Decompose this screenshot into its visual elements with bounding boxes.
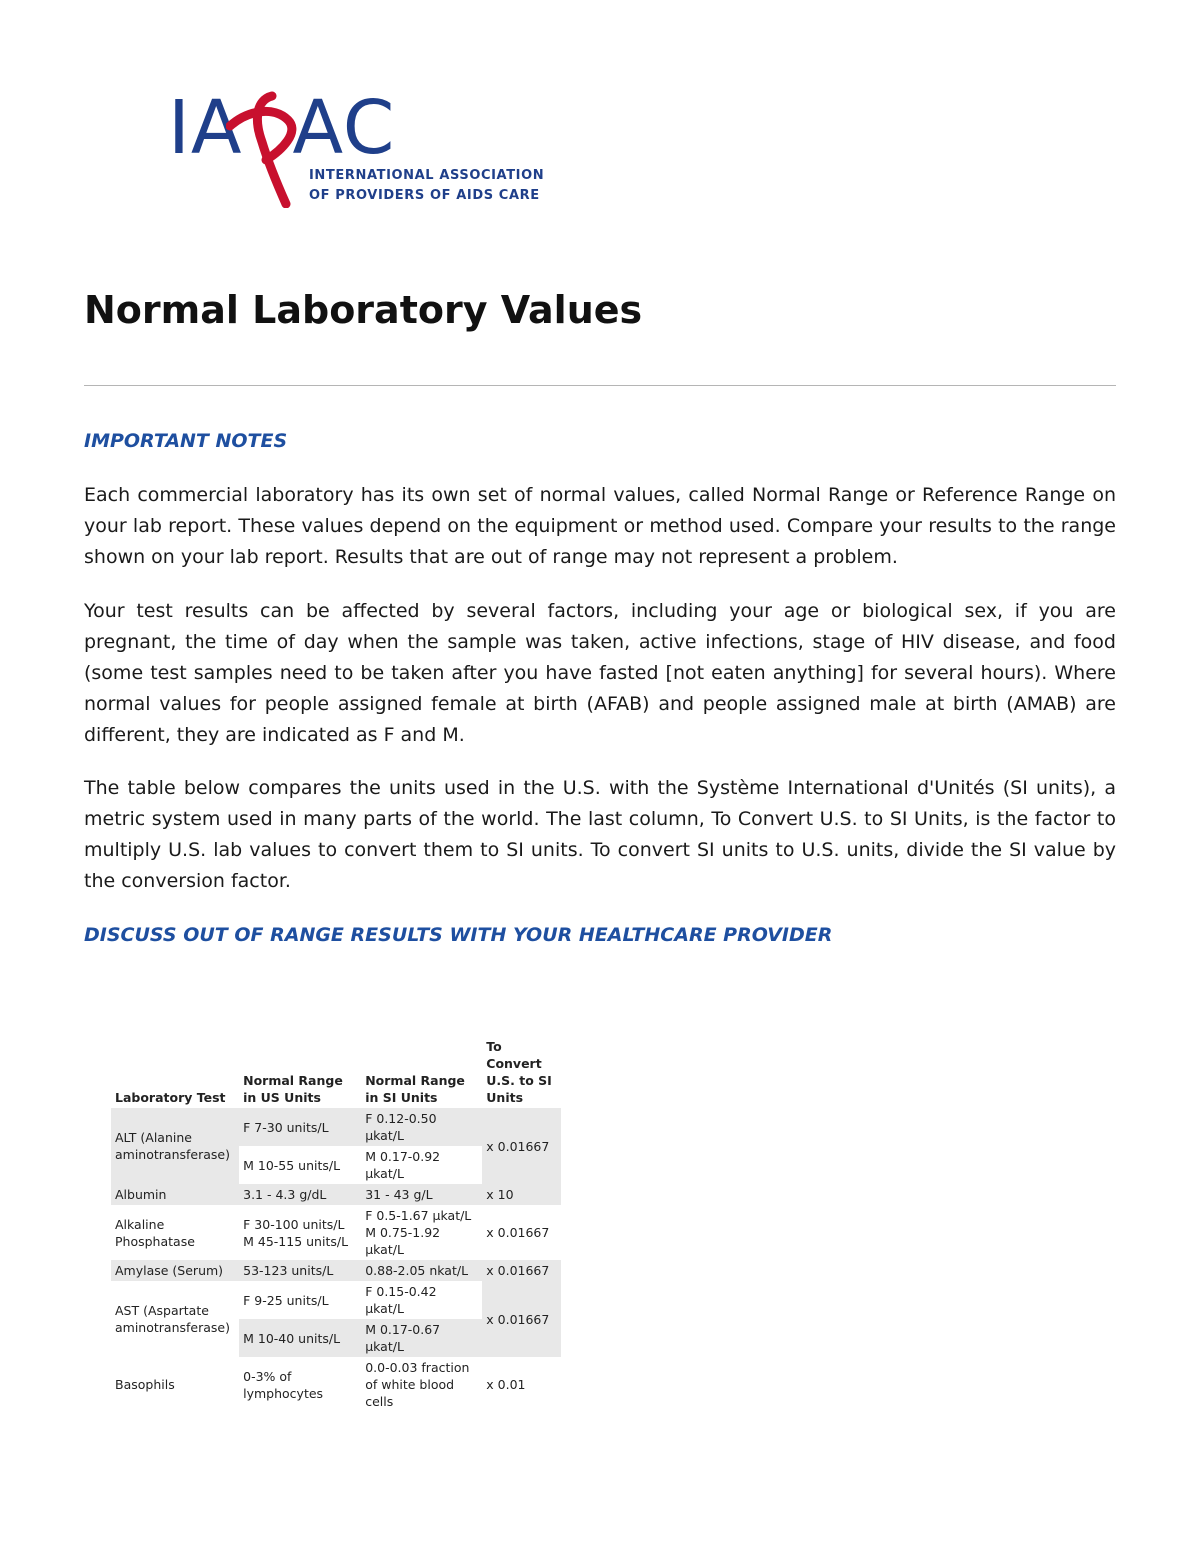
logo-subtitle-line1: INTERNATIONAL ASSOCIATION — [309, 168, 545, 183]
notes-paragraph-2: Your test results can be affected by several factors, including your age or biological sex, if you are pregnant, the time of day when the sample was taken, active infections, stage of HIV disease, and food (some test samples need to be taken after you have fasted [not eaten anything] for several hours). Where normal values for people assigned female at birth (AFAB) and people assigned male at birth (AMAB) are different, they are indicated as F and M. — [84, 600, 1116, 746]
lab-values-table — [111, 1036, 561, 1412]
ast-us-m: M 10-40 units/L — [239, 1319, 361, 1357]
header-si-range: Normal Range in SI Units — [365, 1073, 465, 1105]
page-title: Normal Laboratory Values — [84, 288, 643, 332]
header-conversion: To Convert U.S. to SI Units — [486, 1039, 552, 1105]
table-header-row — [111, 1036, 561, 1108]
notes-paragraph-3: The table below compares the units used in the U.S. with the Système International d'Unités (SI units), a metric system used in many parts of the world. The last column, To Convert U.S. to SI Units, is the factor to multiply U.S. lab values to convert them to SI units. To convert SI units to U.S. units, divide the SI value by the conversion factor. — [84, 777, 1116, 892]
amylase-us: 53-123 units/L — [243, 1263, 334, 1278]
albumin-test: Albumin — [115, 1187, 167, 1202]
ast-us-f: F 9-25 units/L — [243, 1292, 329, 1308]
table-row — [111, 1260, 561, 1281]
header-us-range: Normal Range in US Units — [243, 1073, 343, 1105]
amylase-si: 0.88-2.05 nkat/L — [365, 1263, 469, 1278]
red-ribbon-icon — [226, 90, 308, 208]
basophils-factor: x 0.01 — [486, 1377, 526, 1392]
table-row — [111, 1281, 561, 1319]
alkaline-us: F 30-100 units/L M 45-115 units/L — [243, 1216, 349, 1249]
notes-paragraph-1: Each commercial laboratory has its own set of normal values, called Normal Range or Reference Range on your lab report. These values depend on the equipment or method used. Compare your results to the range shown on your lab report. Results that are out of range may not represent a problem. — [84, 484, 1116, 568]
important-notes-heading: IMPORTANT NOTES — [84, 430, 288, 452]
ast-test: AST (Aspartate aminotransferase) — [115, 1303, 230, 1335]
ast-factor: x 0.01667 — [482, 1281, 561, 1357]
alkaline-si: F 0.5-1.67 µkat/L M 0.75-1.92 µkat/L — [365, 1208, 472, 1257]
alt-us-m: M 10-55 units/L — [243, 1157, 341, 1173]
basophils-si: 0.0-0.03 fraction of white blood cells — [365, 1360, 470, 1409]
logo-subtitle-line2: OF PROVIDERS OF AIDS CARE — [309, 188, 540, 203]
amylase-test: Amylase (Serum) — [115, 1263, 224, 1278]
alt-us-f: F 7-30 units/L — [239, 1108, 361, 1146]
table-row — [111, 1357, 561, 1412]
amylase-factor: x 0.01667 — [486, 1263, 550, 1278]
basophils-test: Basophils — [115, 1377, 175, 1392]
iapac-logo — [168, 85, 545, 208]
header-laboratory-test: Laboratory Test — [115, 1090, 226, 1105]
alt-test: ALT (Alanine aminotransferase) — [111, 1108, 239, 1184]
table-row — [111, 1205, 561, 1260]
discuss-heading: DISCUSS OUT OF RANGE RESULTS WITH YOUR HEALTHCARE PROVIDER — [84, 924, 833, 946]
alkaline-factor: x 0.01667 — [486, 1225, 550, 1240]
alt-factor: x 0.01667 — [482, 1108, 561, 1184]
ast-si-f: F 0.15-0.42 µkat/L — [365, 1284, 437, 1316]
basophils-us: 0-3% of lymphocytes — [243, 1368, 324, 1401]
logo-wordmark-right: AC — [292, 85, 396, 171]
albumin-us: 3.1 - 4.3 g/dL — [243, 1187, 327, 1202]
table-row — [111, 1108, 561, 1146]
logo-wordmark-left: IA — [168, 85, 243, 171]
albumin-factor: x 10 — [486, 1187, 514, 1202]
ast-si-m: M 0.17-0.67 µkat/L — [361, 1319, 482, 1357]
alkaline-test: Alkaline Phosphatase — [115, 1216, 195, 1249]
title-divider — [84, 385, 1116, 386]
alt-si-m: M 0.17-0.92 µkat/L — [365, 1149, 441, 1181]
alt-si-f: F 0.12-0.50 µkat/L — [361, 1108, 482, 1146]
table-row — [111, 1184, 561, 1205]
albumin-si: 31 - 43 g/L — [365, 1187, 433, 1202]
